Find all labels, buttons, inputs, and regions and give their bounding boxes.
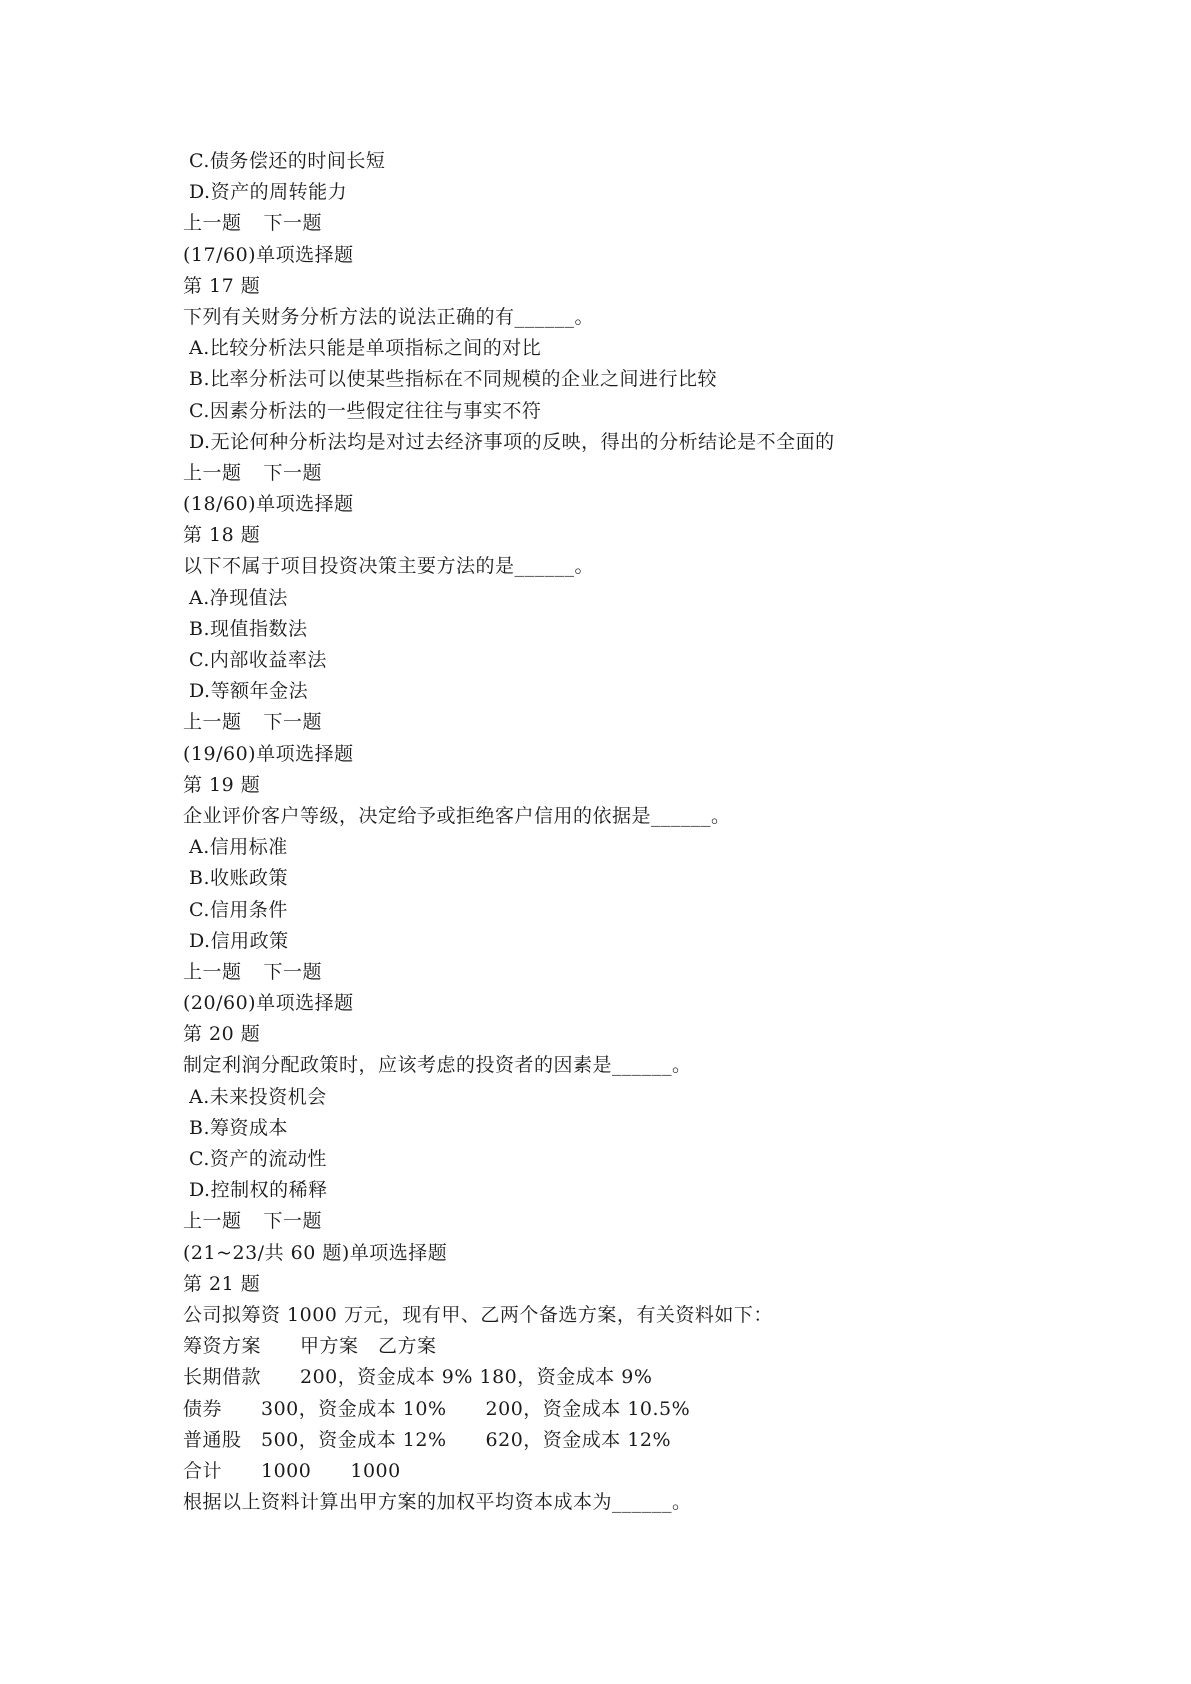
answer-option[interactable]: A.净现值法 <box>189 586 288 609</box>
text-line: 长期借款 200，资金成本 9% 180，资金成本 9% <box>183 1366 653 1389</box>
document-body <box>183 146 1083 1518</box>
text-line: 债券 300，资金成本 10% 200，资金成本 10.5% <box>183 1397 691 1420</box>
answer-option[interactable]: C.因素分析法的一些假定往往与事实不符 <box>189 399 542 422</box>
answer-option[interactable]: C.债务偿还的时间长短 <box>189 150 386 172</box>
answer-option[interactable]: C.资产的流动性 <box>189 1148 327 1170</box>
text-line: 合计 1000 1000 <box>183 1459 401 1482</box>
text-line: 第 19 题 <box>183 773 261 796</box>
answer-option[interactable]: B.现值指数法 <box>189 617 308 640</box>
answer-option[interactable]: A.信用标准 <box>189 836 288 859</box>
text-line: (18/60)单项选择题 <box>183 493 354 516</box>
text-line: (20/60)单项选择题 <box>183 992 354 1015</box>
answer-option[interactable]: C.内部收益率法 <box>189 649 327 671</box>
answer-option[interactable]: D.等额年金法 <box>189 680 309 703</box>
answer-option[interactable]: A.比较分析法只能是单项指标之间的对比 <box>189 337 542 360</box>
question-nav <box>183 707 1083 738</box>
text-line: 以下不属于项目投资决策主要方法的是______。 <box>183 555 595 578</box>
answer-option[interactable]: A.未来投资机会 <box>189 1085 327 1108</box>
text-line: 企业评价客户等级，决定给予或拒绝客户信用的依据是______。 <box>183 804 731 827</box>
question-nav <box>183 458 1083 489</box>
text-line: 制定利润分配政策时，应该考虑的投资者的因素是______。 <box>183 1054 692 1077</box>
answer-option[interactable]: C.信用条件 <box>189 898 288 921</box>
text-line: 第 21 题 <box>183 1272 261 1295</box>
prev-question-link[interactable]: 上一题 <box>183 960 242 983</box>
text-line: 筹资方案 甲方案 乙方案 <box>183 1335 437 1358</box>
text-line: (19/60)单项选择题 <box>183 742 354 765</box>
text-line: (21~23/共 60 题)单项选择题 <box>183 1241 448 1264</box>
next-question-link[interactable]: 下一题 <box>263 960 323 983</box>
text-line: 下列有关财务分析方法的说法正确的有______。 <box>183 305 595 328</box>
answer-option[interactable]: D.资产的周转能力 <box>189 181 348 204</box>
answer-option[interactable]: B.比率分析法可以使某些指标在不同规模的企业之间进行比较 <box>189 368 718 391</box>
next-question-link[interactable]: 下一题 <box>263 212 323 235</box>
answer-option[interactable]: D.控制权的稀释 <box>189 1179 328 1202</box>
answer-option[interactable]: D.信用政策 <box>189 929 289 952</box>
answer-option[interactable]: D.无论何种分析法均是对过去经济事项的反映，得出的分析结论是不全面的 <box>189 430 835 453</box>
text-line: 普通股 500，资金成本 12% 620，资金成本 12% <box>183 1428 672 1451</box>
question-nav <box>183 1206 1083 1237</box>
answer-option[interactable]: B.筹资成本 <box>189 1116 289 1139</box>
prev-question-link[interactable]: 上一题 <box>183 212 242 235</box>
text-line: 公司拟筹资 1000 万元，现有甲、乙两个备选方案，有关资料如下： <box>183 1303 773 1326</box>
text-line: 第 18 题 <box>183 524 261 547</box>
text-line: 第 17 题 <box>183 274 261 297</box>
text-line: 第 20 题 <box>183 1023 261 1046</box>
next-question-link[interactable]: 下一题 <box>263 711 323 734</box>
next-question-link[interactable]: 下一题 <box>263 1210 323 1233</box>
question-nav <box>183 208 1083 239</box>
next-question-link[interactable]: 下一题 <box>263 461 323 484</box>
answer-option[interactable]: B.收账政策 <box>189 867 289 890</box>
text-line: (17/60)单项选择题 <box>183 243 354 266</box>
prev-question-link[interactable]: 上一题 <box>183 711 242 734</box>
text-line: 根据以上资料计算出甲方案的加权平均资本成本为______。 <box>183 1491 692 1514</box>
prev-question-link[interactable]: 上一题 <box>183 461 242 484</box>
prev-question-link[interactable]: 上一题 <box>183 1210 242 1233</box>
question-nav <box>183 957 1083 988</box>
